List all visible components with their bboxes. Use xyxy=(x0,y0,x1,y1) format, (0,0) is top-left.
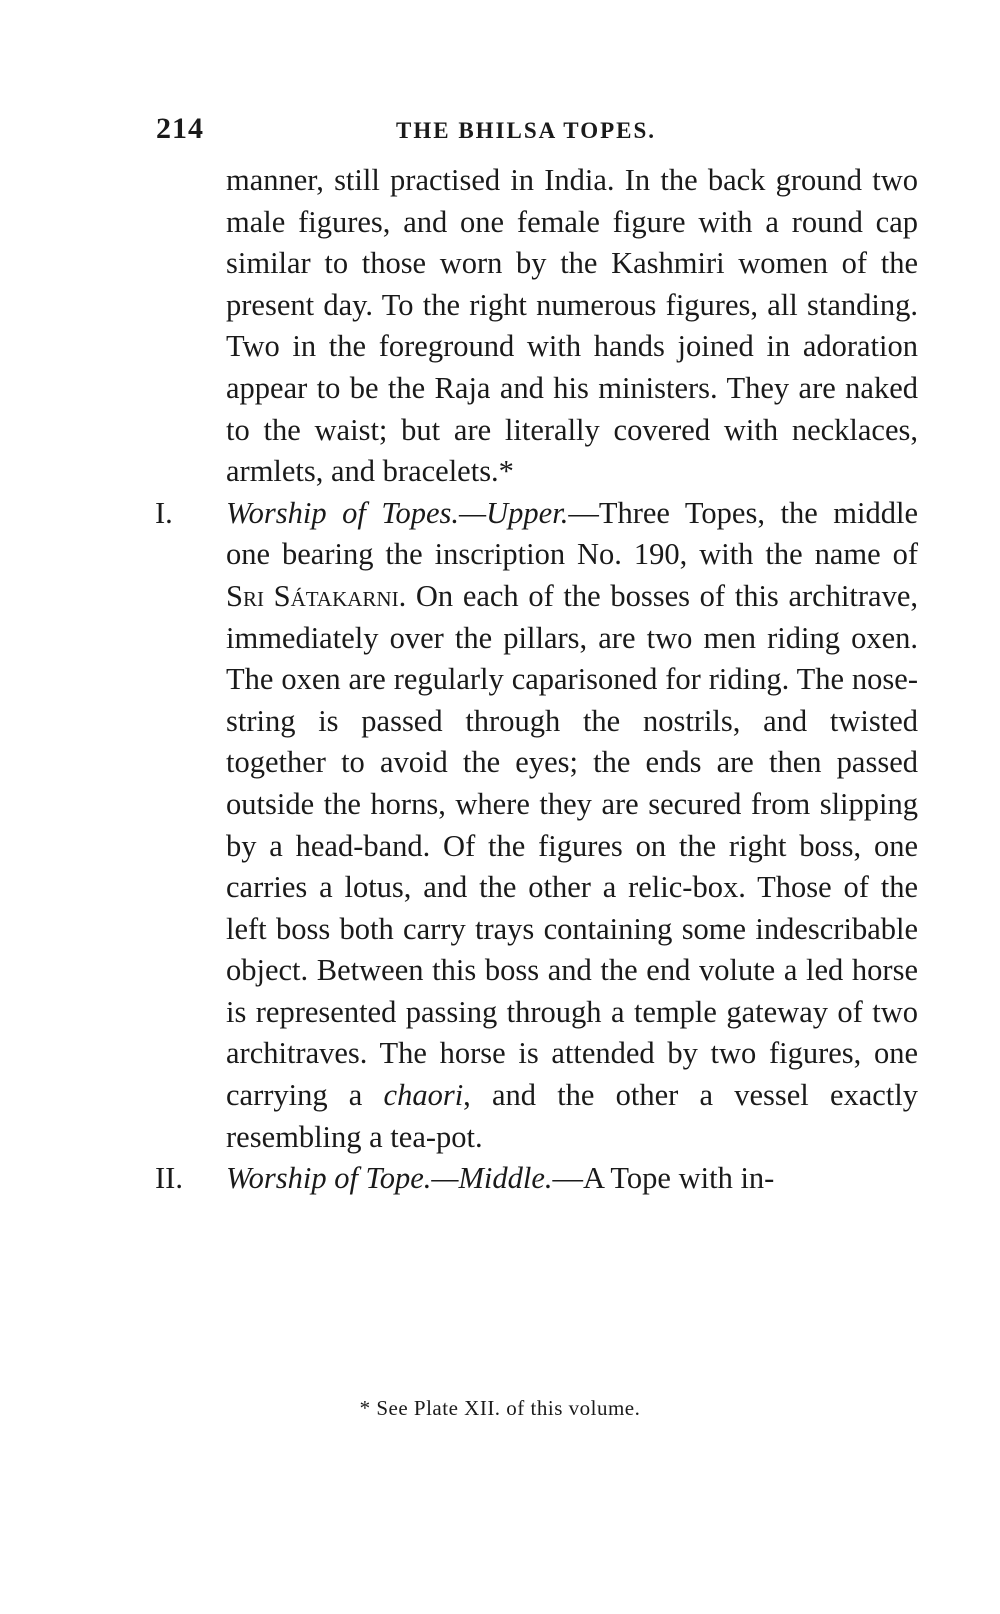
section-text: —Three Topes, the middle one bearing the inscription No. 190, with the name of xyxy=(226,495,918,572)
section-middle xyxy=(155,1158,918,1200)
section-heading: Worship of Topes.—Upper. xyxy=(226,495,569,530)
footnote-marker: * xyxy=(359,1396,371,1420)
section-text: . On each of the bosses of this architrave, immediately over the pillars, are two men riding oxen. The oxen are regularly caparisoned for riding. The nose-string is passed through the nostrils, and twisted together to avoid the eyes; the ends are then passed outside the horns, where they are secured from slipping by a head-band. Of the figures on the right boss, one carries a lotus, and the other a relic-box. Those of the left boss both carry trays containing some indescribable object. Between this boss and the end volute a led horse is represented passing through a temple gateway of two architraves. The horse is attended by two figures, one carrying a xyxy=(226,578,918,1113)
footnote-text: See Plate XII. of this volume. xyxy=(376,1396,641,1420)
page-header xyxy=(156,112,916,152)
section-heading: Worship of Tope.—Middle. xyxy=(226,1161,553,1196)
footnote xyxy=(0,1396,1000,1421)
section-text: —A Tope with in- xyxy=(552,1161,775,1196)
section-text: , and the other a vessel exactly resembling a tea-pot. xyxy=(226,1078,918,1154)
running-title: THE BHILSA TOPES. xyxy=(396,118,657,143)
page-number: 214 xyxy=(156,112,204,145)
section-numeral: I. xyxy=(155,495,173,530)
king-name: Sri Sátakarni xyxy=(226,578,399,613)
paragraph-continuation: manner, still practised in India. In the back ground two male figures, and one female figure with a round cap similar to those worn by the Kashmiri women of the present day. To the right numerous figures, all standing. Two in the foreground with hands joined in adoration appear to be the Raja and his ministers. They are naked to the waist; but are literally covered with necklaces, armlets, and bracelets.* xyxy=(226,163,918,489)
body-text xyxy=(155,160,918,1200)
chaori-term: chaori xyxy=(383,1078,464,1113)
section-upper xyxy=(155,493,918,1159)
section-numeral: II. xyxy=(155,1161,183,1196)
